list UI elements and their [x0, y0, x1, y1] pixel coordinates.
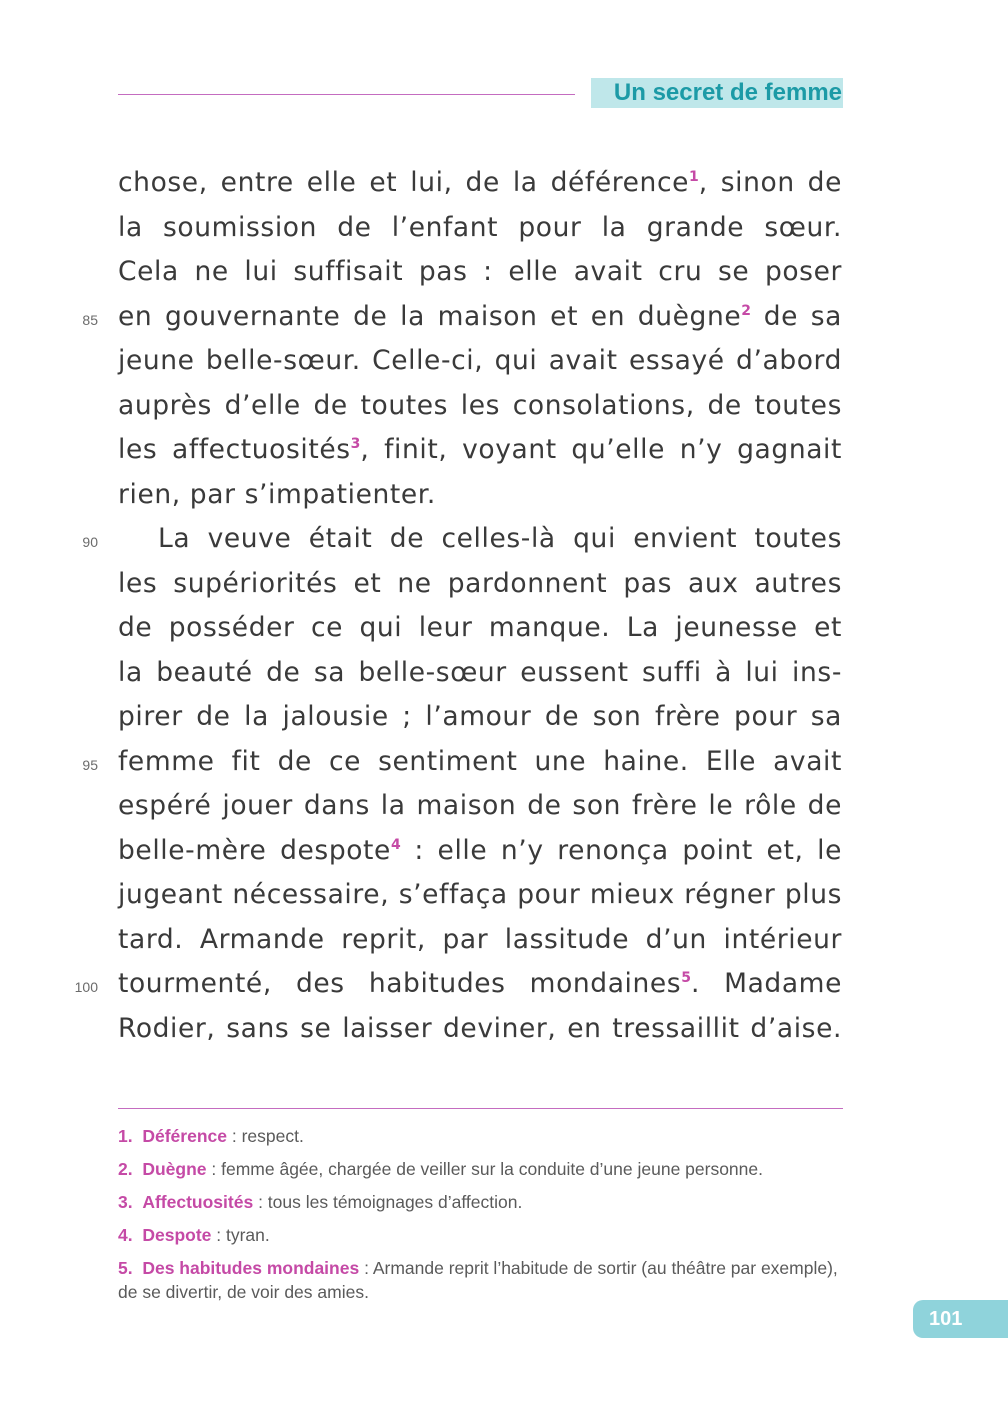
footnote-ref[interactable]: 1	[689, 169, 699, 185]
text-line: rien, par s’impatienter.	[118, 478, 436, 510]
footnote-ref[interactable]: 4	[390, 836, 401, 853]
text-line: les supériorités et ne pardonnent pas aux autres	[118, 567, 842, 599]
footnote-ref[interactable]: 2	[741, 302, 751, 319]
body-text	[118, 161, 842, 1051]
footnote: 3. Affectuosités : tous les témoignages d’affection.	[118, 1192, 523, 1212]
footnote-term: Duègne	[142, 1159, 207, 1179]
text-line: Cela ne lui suffisait pas : elle avait cru se poser	[118, 256, 842, 287]
text-line: Rodier, sans se laisser deviner, en tressaillit d’aise.	[118, 1012, 842, 1044]
footnote: 4. Despote : tyran.	[118, 1225, 270, 1245]
footnote-term: Despote	[142, 1225, 212, 1245]
footnote-ref[interactable]: 3	[350, 436, 361, 452]
text-line: femme fit de ce sentiment une haine. Elle avait	[118, 745, 842, 777]
footnote-term: Des habitudes mondaines	[142, 1258, 360, 1278]
text-line: pirer de la jalousie ; l’amour de son frère pour sa	[118, 701, 842, 732]
header-rule	[118, 94, 575, 95]
text-line: espéré jouer dans la maison de son frère le rôle de	[118, 790, 842, 821]
text-line: tourmenté, des habitudes mondaines$^5$. Madame	[118, 968, 842, 999]
footnote: 1. Déférence : respect.	[118, 1126, 304, 1146]
text-line: jeune belle-sœur. Celle-ci, qui avait essayé d’abord	[118, 345, 842, 376]
text-line: les affectuosités$^3$, finit, voyant qu’elle n’y gagnait	[118, 434, 843, 465]
footnotes	[118, 1124, 844, 1313]
text-line: en gouvernante de la maison et en duègne$^2$ de sa	[118, 300, 842, 332]
footnote-term: Déférence	[142, 1126, 227, 1146]
text-line: La veuve était de celles-là qui envient toutes	[158, 523, 842, 554]
text-line: chose, entre elle et lui, de la déférence$^1$, sinon de	[118, 167, 842, 198]
text-line: la soumission de l’enfant pour la grande sœur.	[118, 211, 842, 243]
footnote-term: Affectuosités	[142, 1192, 254, 1212]
text-line: de posséder ce qui leur manque. La jeunesse et	[118, 612, 842, 643]
footnote: 2. Duègne : femme âgée, chargée de veiller sur la conduite d’une jeune personne.	[118, 1159, 763, 1179]
line-number: 95	[82, 757, 98, 773]
text-line: la beauté de sa belle-sœur eussent suffi à lui ins-	[118, 656, 842, 688]
footnotes-rule	[118, 1108, 843, 1109]
line-number: 90	[82, 534, 98, 550]
text-line: jugeant nécessaire, s’effaça pour mieux régner plus	[118, 879, 842, 910]
text-line: tard. Armande reprit, par lassitude d’un intérieur	[118, 923, 842, 955]
footnote-ref[interactable]: 5	[681, 970, 691, 986]
text-line: auprès d’elle de toutes les consolations, de toutes	[118, 389, 842, 421]
page-number: 101	[913, 1300, 1008, 1338]
footnote: 5. Des habitudes mondaines : Armande reprit l’habitude de sortir (au théâtre par exemple), de se divertir, de voir des amies.	[118, 1258, 838, 1302]
text-line: belle-mère despote$^4$ : elle n’y renonça point et, le	[118, 834, 842, 866]
running-header-title: Un secret de femme	[591, 78, 843, 108]
line-number: 100	[74, 979, 98, 995]
line-number: 85	[82, 312, 98, 328]
